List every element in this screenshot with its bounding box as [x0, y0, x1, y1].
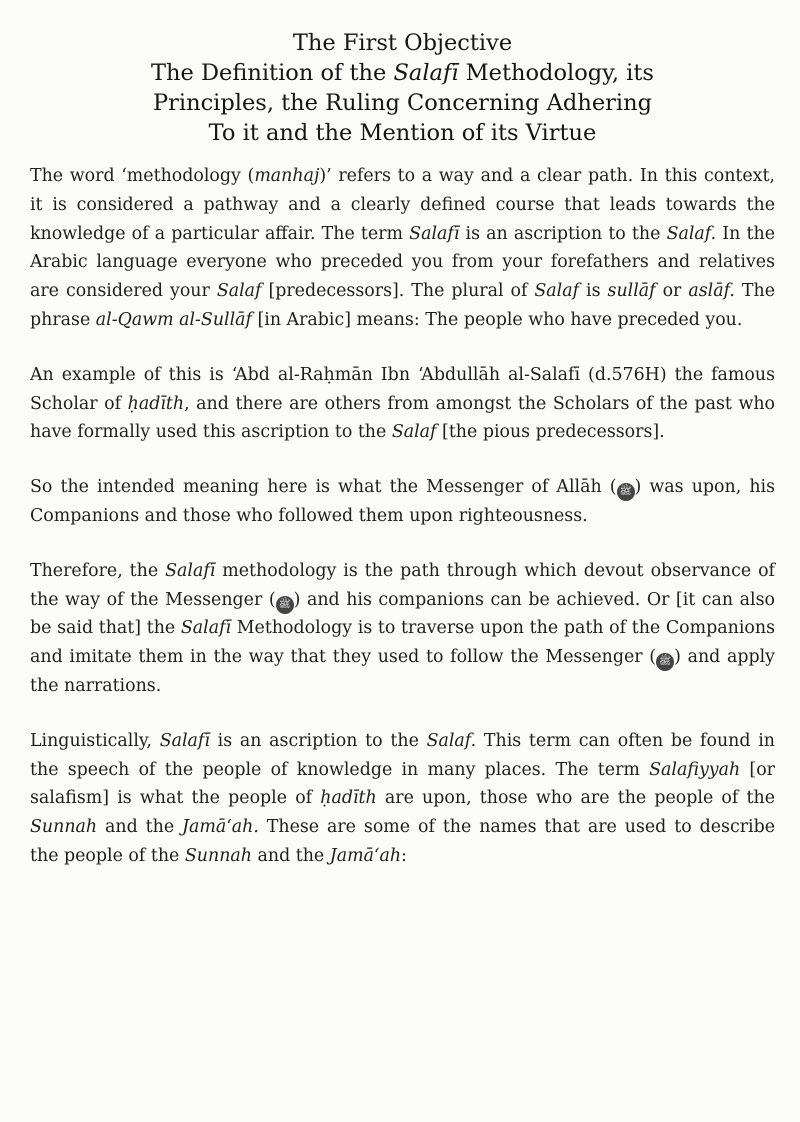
paragraph-salafi-path	[30, 557, 775, 701]
term: Salaf.	[666, 223, 717, 244]
paragraph-linguistic	[30, 727, 775, 871]
text: ) was upon, his Companions and those who followed them upon righteousness.	[30, 477, 776, 526]
paragraph-methodology-definition	[30, 162, 775, 335]
heading-line-1: The First Objective	[292, 30, 513, 56]
term: Jamā‘ah.	[182, 817, 259, 838]
term: ḥadīth	[127, 393, 185, 414]
text: ) and his companions can be achieved. Or [it can also be said that] the	[30, 589, 775, 639]
text: An example of this is ‘Abd al-Raḥmān Ibn ‘Abdullāh al-Salafī (d.576H) the famous Scholar of	[30, 364, 775, 414]
heading-line-3: Principles, the Ruling Concerning Adhering	[153, 90, 652, 116]
text: ) and apply the narrations.	[30, 647, 776, 696]
heading-line-2-pre: The Definition of the	[151, 60, 394, 86]
text: or	[655, 281, 689, 302]
salutation-icon: ﷺ	[276, 596, 294, 614]
text: [the pious predecessors].	[436, 422, 665, 443]
text: [or salafism] is what the people of	[30, 759, 775, 809]
term: Salafī	[165, 560, 216, 581]
term: aslāf.	[688, 281, 735, 302]
heading-line-4: To it and the Mention of its Virtue	[208, 120, 597, 146]
term: Sunnah	[184, 845, 252, 866]
document-page	[30, 28, 775, 897]
term: Salafiyyah	[649, 759, 741, 780]
text: Methodology is to traverse upon the path of the Companions and imitate them in the way that they used to follow the Messenger (	[30, 618, 775, 668]
term: Sunnah	[30, 817, 98, 838]
term: Salaf	[534, 281, 580, 302]
term: Salafī	[409, 223, 460, 244]
term: Salafī	[159, 730, 210, 751]
text: are upon, those who are the people of the	[376, 788, 775, 809]
salutation-icon: ﷺ	[656, 653, 674, 671]
text: is	[579, 281, 608, 302]
salutation-icon: ﷺ	[617, 483, 635, 501]
text: In the Arabic language everyone who preceded you from your forefathers and relatives are considered your	[30, 223, 775, 302]
text: and the	[97, 817, 183, 838]
text: [in Arabic] means: The people who have preceded you.	[251, 309, 743, 330]
heading-line-2	[30, 58, 775, 88]
term: Jamā‘ah	[329, 845, 402, 866]
text: )’ refers to a way and a clear path. In this context, it is considered a pathway and a clearly defined course that leads towards the knowledge of a particular affair. The term	[30, 166, 776, 244]
text: [predecessors]. The plural of	[261, 281, 535, 302]
term: Salaf	[391, 422, 437, 443]
text: This term can often be found in the speech of the people of knowledge in many places. The term	[30, 730, 775, 780]
text: The word ‘methodology (	[30, 166, 255, 186]
paragraph-example	[30, 361, 775, 447]
text: So the intended meaning here is what the Messenger of Allāh (	[30, 477, 617, 498]
term: manhaj	[254, 166, 320, 186]
text: These are some of the names that are used to describe the people of the	[30, 817, 775, 866]
term: Salaf	[216, 281, 262, 302]
heading-line-2-em: Salafī	[393, 60, 459, 86]
text: Linguistically,	[30, 730, 160, 751]
paragraph-intended-meaning	[30, 473, 775, 531]
term: al-Qawm al-Sullāf	[95, 309, 252, 330]
heading-line-2-post: Methodology, its	[458, 60, 654, 86]
text: is an ascription to the	[459, 223, 667, 244]
text: Therefore, the	[30, 560, 166, 581]
term: Salaf.	[426, 730, 477, 751]
text: methodology is the path through which devout observance of the way of the Messenger (	[30, 560, 775, 610]
section-heading	[30, 28, 775, 148]
text: , and there are others from amongst the Scholars of the past who have formally used this ascription to the	[30, 393, 775, 443]
text: The phrase	[30, 281, 776, 330]
term: Salafī	[180, 618, 232, 639]
text: and the	[251, 845, 330, 866]
term: ḥadīth	[320, 788, 377, 809]
term: sullāf	[607, 281, 656, 302]
text: is an ascription to the	[209, 730, 427, 751]
text: :	[401, 845, 407, 866]
